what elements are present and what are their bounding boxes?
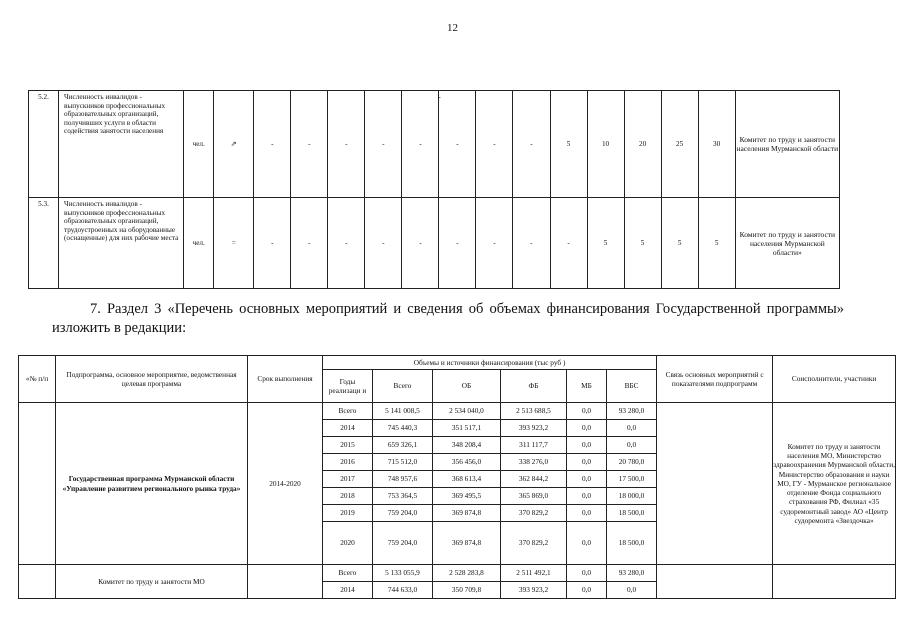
mb-cell: 0,0 [567,437,607,454]
row-number: 5.3. [29,198,59,289]
value-cell: - [254,198,291,289]
dash-mark: - [438,93,441,101]
header-term: Срок выполнения [248,356,323,403]
value-cell: - [254,91,291,198]
table-row [19,403,896,420]
fb-cell: 393 923,2 [501,420,567,437]
fb-cell: 365 869,0 [501,488,567,505]
block2-term [248,565,323,599]
vbs-cell: 18 500,0 [607,522,657,565]
ob-cell: 369 495,5 [433,488,501,505]
block2-num [19,565,56,599]
fb-cell: 338 276,0 [501,454,567,471]
responsible-cell: Комитет по труду и занятости населения Мурманской области» [735,198,839,289]
row-number: 5.2. [29,91,59,198]
header-vbs: ВБС [607,370,657,403]
year-cell: 2018 [323,488,373,505]
header-num: «№ п/п [19,356,56,403]
table-row [19,565,896,582]
mb-cell: 0,0 [567,471,607,488]
value-cell: 20 [624,91,661,198]
ob-cell: 356 456,0 [433,454,501,471]
indicator-name: Численность инвалидов - выпускников профессиональных образовательных организаций, трудоустроенных на оборудованные (оснащенные) для них рабочие места [59,198,184,289]
total-cell: 745 440,3 [373,420,433,437]
vbs-cell: 17 500,0 [607,471,657,488]
value-cell: - [328,198,365,289]
ob-cell: 350 709,8 [433,582,501,599]
financing-table [18,355,896,599]
vbs-cell: 0,0 [607,437,657,454]
year-cell: 2019 [323,505,373,522]
total-cell: 5 133 055,9 [373,565,433,582]
ob-cell: 2 528 283,8 [433,565,501,582]
value-cell: - [365,198,402,289]
fb-cell: 393 923,2 [501,582,567,599]
fb-cell: 362 844,2 [501,471,567,488]
vbs-cell: 93 280,0 [607,403,657,420]
mb-cell: 0,0 [567,403,607,420]
ob-cell: 368 613,4 [433,471,501,488]
year-cell: 2020 [323,522,373,565]
value-cell: - - [439,91,476,198]
year-cell: 2016 [323,454,373,471]
value-cell: - [439,198,476,289]
vbs-cell: 18 500,0 [607,505,657,522]
ob-cell: 369 874,8 [433,505,501,522]
total-cell: 753 364,5 [373,488,433,505]
mb-cell: 0,0 [567,420,607,437]
ob-cell: 369 874,8 [433,522,501,565]
value-cell: - [291,198,328,289]
year-cell: 2015 [323,437,373,454]
page-number: 12 [447,22,458,34]
table-row [29,91,840,198]
fb-cell: 370 829,2 [501,505,567,522]
value-cell: 30 [698,91,735,198]
value-cell: 5 [624,198,661,289]
year-cell: Всего [323,403,373,420]
value-cell: 10 [587,91,624,198]
value-cell: - [402,91,439,198]
indicator-name: Численность инвалидов - выпускников профессиональных образовательных организаций, получивших услуги в области содействия занятости населения [59,91,184,198]
ob-cell: 351 517,1 [433,420,501,437]
total-cell: 759 204,0 [373,505,433,522]
header-finance: Объемы и источники финансирования (тыс руб ) [323,356,657,370]
vbs-cell: 93 280,0 [607,565,657,582]
year-cell: 2017 [323,471,373,488]
responsible-cell: Комитет по труду и занятости населения Мурманской области [735,91,839,198]
value-cell: 25 [661,91,698,198]
value-cell: 5 [550,91,587,198]
mb-cell: 0,0 [567,505,607,522]
value-cell: 5 [698,198,735,289]
unit-cell: чел. [184,91,214,198]
block1-num [19,403,56,565]
block1-link [657,403,773,565]
header-mb: МБ [567,370,607,403]
header-link: Связь основных мероприятий с показателями подпрограмм [657,356,773,403]
block1-program: Государственная программа Мурманской области «Управление развитием регионального рынка труда» [56,403,248,565]
fb-cell: 311 117,7 [501,437,567,454]
value-cell: - [513,198,550,289]
mb-cell: 0,0 [567,582,607,599]
mb-cell: 0,0 [567,522,607,565]
value-cell: 5 [661,198,698,289]
ob-cell: 2 534 040,0 [433,403,501,420]
vbs-cell: 0,0 [607,420,657,437]
year-cell: 2014 [323,582,373,599]
mb-cell: 0,0 [567,488,607,505]
header-ob: ОБ [433,370,501,403]
value-cell: - [550,198,587,289]
value-cell: - [513,91,550,198]
block1-term: 2014-2020 [248,403,323,565]
block2-executors [773,565,896,599]
unit-cell: чел. [184,198,214,289]
vbs-cell: 18 000,0 [607,488,657,505]
table-row [29,198,840,289]
fb-cell: 2 511 492,1 [501,565,567,582]
section-paragraph: 7. Раздел 3 «Перечень основных мероприятий и сведения об объемах финансирования Государственной программы» изложить в редакции: [52,301,844,336]
header-executors: Соисполнители, участники [773,356,896,403]
value-cell: 5 [587,198,624,289]
vbs-cell: 0,0 [607,582,657,599]
value-cell: - [476,198,513,289]
vbs-cell: 20 780,0 [607,454,657,471]
base-value-cell: ⇗ [214,91,254,198]
mb-cell: 0,0 [567,565,607,582]
header-fb: ФБ [501,370,567,403]
value-cell: - [476,91,513,198]
year-cell: 2014 [323,420,373,437]
total-cell: 759 204,0 [373,522,433,565]
value-cell: - [291,91,328,198]
value-cell: - [402,198,439,289]
block2-link [657,565,773,599]
total-cell: 748 957,6 [373,471,433,488]
block2-program: Комитет по труду и занятости МО [56,565,248,599]
fb-cell: 2 513 688,5 [501,403,567,420]
ob-cell: 348 208,4 [433,437,501,454]
indicators-table [28,90,840,289]
total-cell: 659 326,1 [373,437,433,454]
value-cell: - [328,91,365,198]
value-cell: - [365,91,402,198]
header-total: Всего [373,370,433,403]
fb-cell: 370 829,2 [501,522,567,565]
header-program: Подпрограмма, основное мероприятие, ведомственная целевая программа [56,356,248,403]
header-years: Годы реализаци и [323,370,373,403]
block1-executors: Комитет по труду и занятости населения МО, Министерство здравоохранения Мурманской области, Министерство образования и науки МО, ГУ - Мурманское региональное отделение Фонда социального страхования РФ, Филиал «35 судоремонтный завод» АО «Центр судоремонта «Звездочка» [773,403,896,565]
total-cell: 715 512,0 [373,454,433,471]
year-cell: Всего [323,565,373,582]
total-cell: 744 633,0 [373,582,433,599]
base-value-cell: = [214,198,254,289]
total-cell: 5 141 008,5 [373,403,433,420]
mb-cell: 0,0 [567,454,607,471]
